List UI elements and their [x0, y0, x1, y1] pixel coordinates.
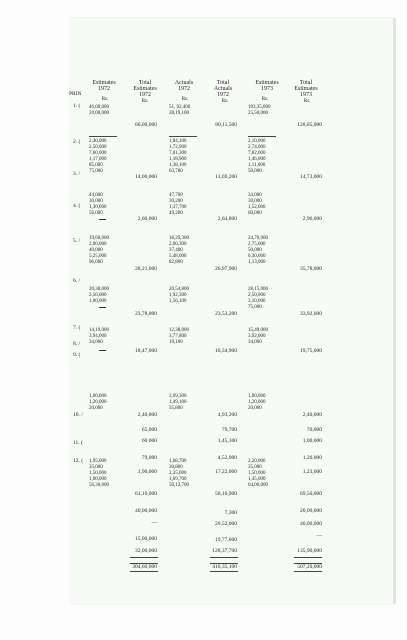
estimates-1972-values: 20,38,000 2,50,000 1,00,000	[89, 287, 109, 304]
estimates-1972-values: 1,95,000 35,000 1,50,000 1,00,000 56,30,000	[89, 459, 109, 488]
row-label: 5. /	[73, 238, 81, 244]
total-estimates-1972: 32,00,000	[135, 548, 157, 554]
estimates-1972-values: 46,00,000 20,00,000	[89, 105, 109, 116]
total-rule	[130, 557, 158, 558]
row-label: 1. (	[73, 103, 81, 109]
estimates-1972-values: 1,00,000 1,20,000 20,000	[89, 394, 107, 411]
total-actuals-1972: 23,53,200	[215, 311, 237, 317]
actuals-1972-values: 47,700 30,200 1,37,700 49,200	[169, 193, 187, 216]
grand-total-estimates-1973: 507,20,000	[297, 564, 322, 570]
estimates-1973-values: 1,00,000 1,20,000 20,000	[248, 394, 266, 411]
actuals-1972-values: 18,29,300 2,00,300 37,400 5,48,000 82,800	[169, 236, 189, 265]
total-estimates-1972: 79,000	[141, 455, 157, 461]
total-rule	[294, 571, 322, 572]
unit-rs: Rs.	[141, 99, 149, 104]
estimates-1972-values: 44,000 30,000 1,30,000 56,000	[89, 193, 107, 216]
header-total-estimates-1972: Total Estimates 1972	[133, 80, 157, 98]
total-actuals-1972: 13,69,200	[215, 174, 237, 180]
estimates-1973-values: 2,10,000 2,74,000 7,82,000 1,46,000 1,11,000 50,000	[248, 139, 266, 174]
actuals-1972-values: 1,84,100 1,72,900 7,01,300 1,18,900 1,38,100 63,700	[169, 139, 187, 174]
total-estimates-1973: 1,20,000	[302, 455, 322, 461]
total-estimates-1972: 66,00,000	[135, 122, 157, 128]
row-label: 9. (	[73, 352, 81, 358]
actuals-1972-values: 1,68,700 30,800 2,35,000 1,69,700 50,12,700	[169, 459, 189, 488]
total-estimates-1972: 65,000	[141, 427, 157, 433]
header-actuals-1972: Actuals 1972	[174, 80, 194, 92]
total-rule	[210, 571, 238, 572]
unit-rs: Rs.	[303, 99, 311, 104]
total-estimates-1972: 2,40,000	[137, 412, 157, 418]
total-estimates-1972: 1,90,000	[137, 469, 157, 475]
total-actuals-1972: 2,64,800	[217, 216, 237, 222]
total-estimates-1972: 2,60,000	[137, 216, 157, 222]
total-estimates-1973: 1,23,000	[302, 469, 322, 475]
total-actuals-1972: 1,45,100	[217, 438, 237, 444]
header-prin: PRIN	[69, 91, 82, 97]
total-estimates-1973: 2,96,000	[302, 216, 322, 222]
row-label: 12. (	[73, 458, 84, 464]
total-estimates-1973: —	[316, 533, 322, 539]
total-rule	[210, 563, 238, 564]
header-estimates-1973: Estimates 1973	[255, 80, 279, 92]
total-estimates-1973: 1,00,000	[302, 438, 322, 444]
estimates-1973-values: 34,000 30,000 1,52,000 60,000	[248, 193, 266, 216]
total-actuals-1972: 19,77,600	[215, 537, 237, 543]
total-actuals-1972: 79,700	[221, 427, 237, 433]
estimates-1972-values: 2,40,000 2,50,000 7,60,000 1,17,000 85,000 75,000	[89, 139, 107, 174]
actuals-1972-values: 3,09,300 1,49,100 35,800	[169, 394, 187, 411]
total-estimates-1973: 40,00,000	[300, 521, 322, 527]
column-rule	[169, 136, 197, 137]
total-estimates-1973: 69,50,000	[300, 491, 322, 497]
total-rule	[130, 571, 158, 572]
estimates-1973-values: 2,20,000 35,000 1,50,000 1,45,000 64,00,000	[248, 459, 268, 488]
total-estimates-1973: 14,73,000	[300, 174, 322, 180]
estimates-1973-values: 103,35,000 25,50,000	[248, 105, 271, 116]
estimates-1972-values: 14,19,000 3,94,000 34,000	[89, 328, 109, 345]
total-estimates-1972: 15,00,000	[135, 536, 157, 542]
total-rule	[130, 563, 158, 564]
total-actuals-1972: 80,11,500	[215, 122, 237, 128]
total-actuals-1972: 56,16,900	[215, 491, 237, 497]
actuals-1972-values: 20,54,800 1,92,300 1,56,100	[169, 287, 189, 304]
header-estimates-1972: Estimates 1972	[92, 80, 116, 92]
total-estimates-1972: 28,21,000	[135, 266, 157, 272]
total-actuals-1972: 128,37,700	[212, 548, 237, 554]
total-estimates-1972: 14,00,000	[135, 174, 157, 180]
row-label: 6. /	[73, 278, 81, 284]
total-actuals-1972: 17,22,000	[215, 469, 237, 475]
actuals-1972-values: 12,38,000 3,77,800 19,100	[169, 328, 189, 345]
total-rule	[294, 557, 322, 558]
unit-rs: Rs.	[181, 97, 189, 102]
total-estimates-1972: 23,78,000	[135, 311, 157, 317]
total-estimates-1972: 61,10,000	[135, 491, 157, 497]
total-estimates-1973: 70,000	[306, 427, 322, 433]
header-total-actuals-1972: Total Actuals 1972	[213, 80, 233, 98]
total-rule	[210, 557, 238, 558]
total-estimates-1972: 60 000	[141, 438, 157, 444]
total-actuals-1972: 26,97,900	[215, 266, 237, 272]
total-actuals-1972: 7,300	[224, 510, 237, 516]
row-label: 8. /	[73, 341, 81, 347]
grand-total-actuals-1972: 416,35,100	[212, 564, 237, 570]
total-actuals-1972: 20,52,000	[215, 521, 237, 527]
estimates-1973-values: 15,49,000 3,92,000 34,000	[248, 328, 268, 345]
total-estimates-1973: 33,92,000	[300, 311, 322, 317]
total-estimates-1972: 18,47,000	[135, 348, 157, 354]
grand-total-estimates-1972: 304,60,000	[132, 564, 157, 570]
total-estimates-1972: 40,00,000	[135, 508, 157, 514]
total-estimates-1973: 135,90,000	[297, 548, 322, 554]
total-estimates-1973: 2,40,000	[302, 412, 322, 418]
estimates-1973-values: 24,70,000 2,75,000 50,000 6,30,000 1,13,000	[248, 236, 268, 265]
total-estimates-1973: 19,75,000	[300, 348, 322, 354]
unit-rs: Rs.	[261, 97, 269, 102]
header-total-estimates-1973: Total Estimates 1973	[294, 80, 318, 98]
page-edge	[393, 18, 396, 604]
row-label: 10. /	[73, 412, 83, 418]
total-rule	[294, 563, 322, 564]
unit-rs: Rs.	[221, 99, 229, 104]
actuals-1972-values: 51, 92,400 28,19,100	[169, 105, 191, 116]
estimates-1972-values: 19,60,000 2,00,000 40,000 5,25,000 96,000	[89, 236, 109, 265]
total-estimates-1973: 35,78,000	[300, 266, 322, 272]
unit-rs: Rs.	[101, 97, 109, 102]
total-actuals-1972: 4,93,200	[217, 412, 237, 418]
estimates-1973-values: 28,15,000 2,50,000 3,10,000 75,000	[248, 287, 268, 310]
dash-mark	[99, 219, 106, 220]
row-label: 7. (	[73, 325, 81, 331]
dash-mark	[99, 307, 106, 308]
column-rule	[89, 136, 117, 137]
row-label: 2. (	[73, 139, 81, 145]
row-label: 11. (	[73, 440, 83, 446]
total-actuals-1972: 16,34,900	[215, 348, 237, 354]
row-label: 3. /	[73, 171, 81, 177]
total-estimates-1973: 20,00,000	[300, 508, 322, 514]
total-estimates-1973: 128,85,000	[297, 122, 322, 128]
column-rule	[248, 136, 276, 137]
dash-mark	[99, 350, 106, 351]
total-estimates-1972: —	[151, 520, 157, 526]
total-actuals-1972: 4,52,000	[217, 455, 237, 461]
row-label: 4. (	[73, 203, 81, 209]
